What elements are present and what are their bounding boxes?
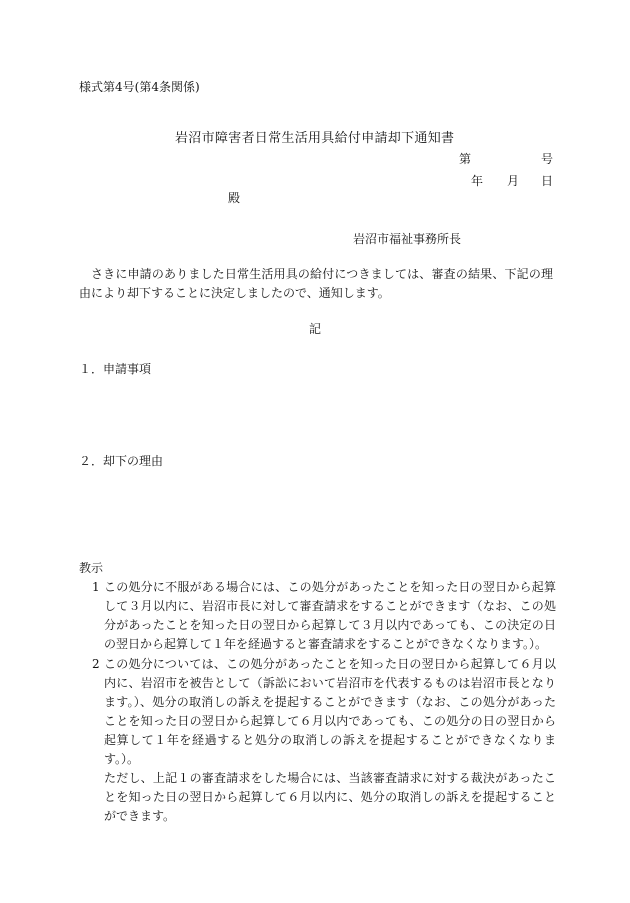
instruction-text-proviso: ただし、上記１の審査請求をした場合には、当該審査請求に対する裁決があったことを知った日の翌日から起算して６月以内に、処分の取消しの訴えを提起することができます。: [104, 771, 556, 823]
item-rejection-reason: ２．却下の理由: [79, 454, 164, 468]
date-day-label: 日: [541, 174, 554, 188]
instruction-number: 2: [92, 657, 100, 671]
instruction-text: この処分に不服がある場合には、この処分があったことを知った日の翌日から起算して３月以内に、岩沼市長に対して審査請求をすることができます（なお、この処分があったことを知った日の翌日から起算して３月以内であっても、この決定の日の翌日から起算して１年を経過すると審査請求をすることができなくなります。）。: [104, 580, 556, 651]
body-paragraph: さきに申請のありました日常生活用具の給付につきましては、審査の結果、下記の理由により却下することに決定しましたので、通知します。: [79, 267, 553, 300]
instruction-item-1: [92, 578, 556, 654]
sender-name: 岩沼市福祉事務所長: [353, 232, 462, 246]
document-number-prefix: 第: [459, 152, 472, 166]
ki-heading: 記: [309, 322, 322, 336]
instruction-text: この処分については、この処分があったことを知った日の翌日から起算して６月以内に、岩沼市を被告として（訴訟において岩沼市を代表するものは岩沼市長となります。）、処分の取消しの訴えを提起することができます（なお、この処分があったことを知った日の翌日から起算して６月以内であっても、この処分の日の翌日から起算して１年を経過すると処分の取消しの訴えを提起することができなくなります。）。: [104, 657, 556, 766]
date-month-label: 月: [507, 174, 520, 188]
document-number-suffix: 号: [541, 152, 554, 166]
instructions-heading: 教示: [79, 561, 104, 575]
form-number: 様式第4号(第4条関係): [79, 80, 200, 94]
document-title: 岩沼市障害者日常生活用具給付申請却下通知書: [175, 131, 455, 146]
addressee-honorific: 殿: [228, 191, 241, 205]
item-application-matter: １．申請事項: [79, 362, 152, 376]
instruction-number: 1: [92, 580, 100, 594]
instruction-item-2: [92, 655, 556, 826]
date-year-label: 年: [471, 174, 484, 188]
